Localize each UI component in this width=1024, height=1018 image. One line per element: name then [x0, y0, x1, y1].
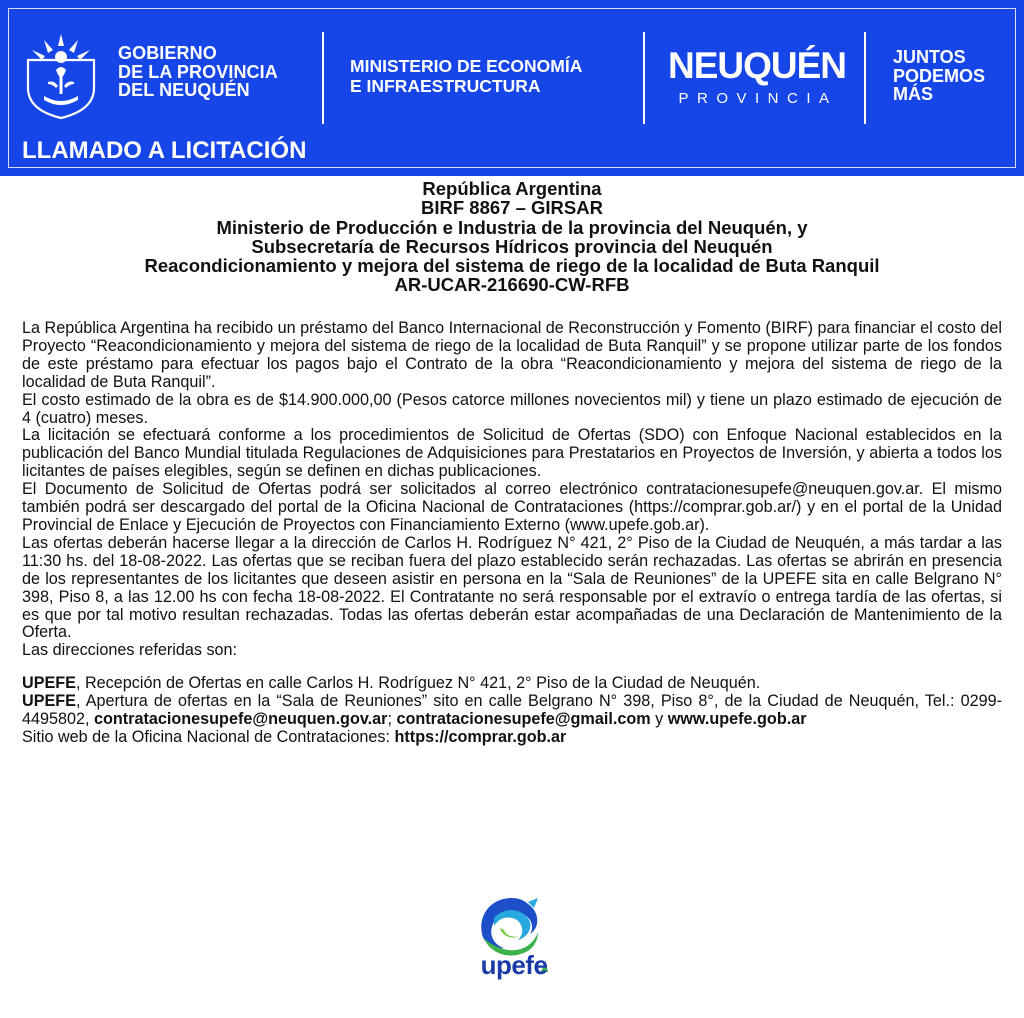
ministry-name — [350, 56, 582, 96]
divider — [643, 32, 645, 124]
conjunction-text: y — [650, 710, 668, 729]
address-reception — [22, 675, 1002, 693]
heading-subsecretary: Subsecretaría de Recursos Hídricos provincia del Neuquén — [251, 235, 773, 257]
paragraph-loan: La República Argentina ha recibido un préstamo del Banco Internacional de Reconstrucción y Fomento (BIRF) para financiar el costo del Proyecto “Reacondicionamiento y mejora del sistema de riego de la localidad de Buta Ranquil” y se propone utilizar parte de los fondos de este préstamo para efectuar los pagos bajo el Contrato de la obra “Reacondicionamiento y mejora del sistema de riego de la localidad de Buta Ranquil”. — [22, 319, 1002, 391]
heading-loan: BIRF 8867 – GIRSAR — [421, 197, 603, 219]
upefe-swirl-icon — [464, 888, 560, 1008]
paragraph-procedure: La licitación se efectuará conforme a los procedimientos de Solicitud de Ofertas (SDO) con Enfoque Nacional establecidos en la publicación del Banco Mundial titulada Regulaciones de Adquisiciones para Prestatarios en Proyectos de Inversión, y abierta a todos los licitantes de países elegibles, según se definen en dichas publicaciones. — [22, 426, 1002, 481]
org-name-line3: DEL NEUQUÉN — [118, 80, 250, 100]
site-line — [22, 729, 1002, 747]
slogan — [893, 48, 985, 104]
address-org: UPEFE — [22, 674, 76, 693]
org-name — [118, 44, 278, 100]
website-link[interactable]: www.upefe.gob.ar — [667, 710, 807, 729]
address-opening — [22, 693, 1002, 729]
email-link[interactable]: contratacionesupefe@neuquen.gov.ar — [94, 710, 388, 729]
slogan-line1: JUNTOS — [893, 47, 966, 67]
heading-reference: AR-UCAR-216690-CW-RFB — [394, 274, 630, 296]
separator-text: ; — [387, 710, 397, 729]
heading-country: República Argentina — [422, 178, 602, 199]
paragraph-cost: El costo estimado de la obra es de $14.900.000,00 (Pesos catorce millones novecientos mil) y tiene un plazo estimado de ejecución de 4 (cuatro) meses. — [22, 390, 1002, 427]
brand-name: NEUQUÉN — [668, 45, 847, 86]
upefe-logo-text: upefe — [480, 950, 548, 980]
paragraph-documents: El Documento de Solicitud de Ofertas podrá ser solicitados al correo electrónico contratacionesupefe@neuquen.gov.ar. El mismo también podrá ser descargado del portal de la Oficina Nacional de Contrataciones (https://comprar.gob.ar/) y en el portal de la Unidad Provincial de Enlace y Ejecución de Proyectos con Financiamiento Externo (www.upefe.gob.ar). — [22, 480, 1002, 534]
address-org: UPEFE — [22, 692, 76, 711]
email-link[interactable]: contratacionesupefe@gmail.com — [396, 710, 651, 729]
site-url-link[interactable]: https://comprar.gob.ar — [394, 727, 567, 746]
provincial-seal-icon — [20, 30, 102, 120]
divider — [322, 32, 324, 124]
brand-subtitle: PROVINCIA — [678, 90, 838, 107]
site-label: Sitio web de la Oficina Nacional de Contrataciones: — [22, 727, 395, 746]
org-name-line2: DE LA PROVINCIA — [118, 61, 278, 82]
ministry-line1: MINISTERIO DE ECONOMÍA — [350, 56, 583, 76]
divider — [864, 32, 866, 124]
ministry-line2: E INFRAESTRUCTURA — [350, 76, 541, 96]
document-heading — [20, 179, 1004, 295]
heading-project: Reacondicionamiento y mejora del sistema de riego de la localidad de Buta Ranquil — [144, 255, 880, 277]
page-title: LLAMADO A LICITACIÓN — [22, 137, 307, 164]
slogan-line3: MÁS — [893, 84, 933, 104]
heading-ministry: Ministerio de Producción e Industria de la provincia del Neuquén, y — [216, 216, 808, 238]
header-banner — [0, 0, 1024, 176]
org-name-line1: GOBIERNO — [118, 43, 217, 63]
address-text: , Recepción de Ofertas en calle Carlos H. Rodríguez N° 421, 2° Piso de la Ciudad de Neuquén. — [75, 674, 761, 693]
slogan-line2: PODEMOS — [893, 65, 986, 86]
paragraph-deadline: Las ofertas deberán hacerse llegar a la dirección de Carlos H. Rodríguez N° 421, 2° Piso de la Ciudad de Neuquén, a más tardar a las 11:30 hs. del 18-08-2022. Las ofertas que se reciban fuera del plazo establecido serán rechazadas. Las ofertas se abrirán en presencia de los representantes de los licitantes que deseen asistir en persona en la “Sala de Reuniones” de la UPEFE sita en calle Belgrano N° 398, Piso 8, a las 12.00 hs con fecha 18-08-2022. El Contratante no será responsable por el extravío o entrega tardía de las ofertas, si es que por tal motivo resultan rechazadas. Todas las ofertas deberán estar acompañadas de una Declaración de Mantenimiento de la Oferta. — [22, 533, 1002, 642]
paragraph-addresses-intro: Las direcciones referidas son: — [22, 641, 238, 660]
notice-body — [22, 320, 1002, 747]
address-text: , Apertura de ofertas en la “Sala de Reuniones” sito en calle Belgrano N° 398, Piso 8°, de la Ciudad de Neuquén, Tel.: 0299-4495802, — [22, 692, 1002, 729]
